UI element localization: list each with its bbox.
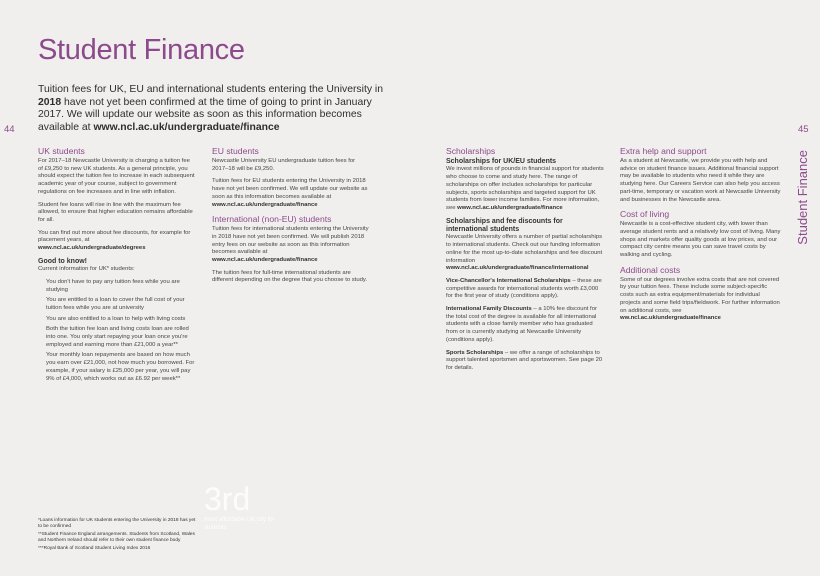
good-to-know-heading: Good to know! xyxy=(38,257,87,265)
degrees-link[interactable]: www.ncl.ac.uk/undergraduate/degrees xyxy=(38,245,146,252)
international-scholarships-text: Newcastle University offers a number of partial scholarships to international students. Check out our funding information online for the most up-to-date scholarships and fee discount information xyxy=(446,234,603,264)
list-item: You don't have to pay any tuition fees while you are studying xyxy=(46,278,180,293)
vc-scholarships-text: – these are competitive awards for international students worth £3,000 for the first year of study (conditions apply). xyxy=(446,277,602,300)
watermark-rank: 3rd xyxy=(204,481,251,517)
column-scholarships xyxy=(446,146,606,378)
eu-finance-link[interactable]: www.ncl.ac.uk/undergraduate/finance xyxy=(212,201,318,208)
extra-help-paragraph: As a student at Newcastle, we provide you with help and advice on student finance issues. Additional financial support may be available to students who need it while they are studying here. Our Careers Service can also help you access part-time, temporary or vacation work at Newcastle University and businesses in the Newcastle area. xyxy=(620,158,781,203)
eu-future-fees-text: Tuition fees for EU students entering the University in 2018 have not yet been confirmed. We will update our website as soon as this information becomes available at xyxy=(212,178,368,200)
list-item: Your monthly loan repayments are based on how much you earn over £21,000, not how much you borrowed. For example, if your salary is £25,000 per year, you will pay 9% of £4,000, which works out as £6.92 per week** xyxy=(46,352,195,382)
uk-eu-scholarships-paragraph xyxy=(446,166,606,212)
eu-fee-paragraph: Newcastle University EU undergraduate tuition fees for 2017–18 will be £9,250. xyxy=(212,158,356,172)
footnote: **Student Finance England arrangements. Students from Scotland, Wales and Northern Ireland should refer to their own student finance body xyxy=(38,532,195,543)
uk-eu-scholarships-text: We invest millions of pounds in financial support for students who choose to come and study here. The range of scholarships on offer includes scholarships for particular subjects, sports scholarships and targeted support for UK students from lower income families. For more information, see xyxy=(446,166,604,211)
page-number-left: 44 xyxy=(4,124,15,135)
column-support xyxy=(620,146,782,328)
fee-loans-paragraph: Student fee loans will rise in line with the maximum fee allowed, to ensure that higher education remains affordable for all. xyxy=(38,201,193,223)
intro-year: 2018 xyxy=(38,96,62,108)
additional-costs-paragraph xyxy=(620,277,782,323)
fulltime-fees-paragraph: The tuition fees for full-time international students are different depending on the degree that you choose to study. xyxy=(212,269,368,284)
international-scholarships-subheading: Scholarships and fee discounts for international students xyxy=(446,217,563,234)
footnotes xyxy=(38,518,198,554)
affordable-city-watermark xyxy=(204,482,284,532)
page-title: Student Finance xyxy=(38,34,245,66)
eu-future-fees-paragraph xyxy=(212,178,372,209)
eu-students-heading: EU students xyxy=(212,146,259,156)
family-discounts-text: – a 10% fee discount for the total cost of the degree is available for all international students with a close family member who has graduated from or is currently studying at Newcastle University (conditions apply). xyxy=(446,306,597,343)
family-discounts-title: International Family Discounts xyxy=(446,306,532,313)
cost-of-living-paragraph: Newcastle is a cost-effective student city, with lower than average student rents and a relatively low cost of living. Many shops and markets offer quality goods at low prices, and our compact city centre means you can save travel costs by walking and cycling. xyxy=(620,221,781,259)
additional-costs-text: Some of our degrees involve extra costs that are not covered by your tuition fees. These include some subject-specific costs such as extra equipment/materials for individual projects and some field trips/fieldwork. For further information on additional costs, see xyxy=(620,276,780,314)
watermark-caption: most affordable UK city for students xyxy=(204,517,275,531)
uk-eu-scholarships-subheading: Scholarships for UK/EU students xyxy=(446,158,557,165)
list-item: Both the tuition fee loan and living costs loan are rolled into one. You only start repaying your loan once you're employed and earning more than £21,000 a year** xyxy=(46,326,189,348)
intro-text-a: Tuition fees for UK, EU and international students entering the University in xyxy=(38,84,383,95)
list-item: You are entitled to a loan to cover the full cost of your tuition fees while you are at university xyxy=(46,297,185,311)
additional-costs-heading: Additional costs xyxy=(620,264,681,275)
additional-costs-link[interactable]: ww.ncl.ac.uk/undergraduate/finance xyxy=(620,315,721,322)
uk-fee-paragraph: For 2017–18 Newcastle University is charging a tuition fee of £9,250 to new UK students. As a general principle, you should expect the tuition fee to increase in each subsequent academic year of your course, subject to government regulations on fee increases and in line with inflation. xyxy=(38,158,195,195)
intro-text-b: have not yet been confirmed at the time of going to print in January 2017. We will update our website as soon as this information becomes available at xyxy=(38,96,372,133)
fee-discounts-text: You can find out more about fee discounts, for example for placement years, at xyxy=(38,229,191,244)
extra-help-heading: Extra help and support xyxy=(620,146,707,156)
family-discounts-paragraph xyxy=(446,306,606,345)
international-fees-paragraph xyxy=(212,226,372,265)
footnote: *Loans information for UK students entering the University in 2018 has yet to be confirmed xyxy=(38,518,196,529)
column-eu-students xyxy=(212,146,372,290)
intro-paragraph xyxy=(38,84,383,134)
fee-discounts-paragraph xyxy=(38,230,196,253)
vc-scholarships-paragraph xyxy=(446,278,606,301)
sports-scholarships-paragraph xyxy=(446,350,606,373)
scholarships-finance-link[interactable]: www.ncl.ac.uk/undergraduate/finance xyxy=(457,204,563,211)
international-scholarships-paragraph xyxy=(446,234,606,273)
column-uk-students xyxy=(38,146,196,386)
cost-of-living-heading: Cost of living xyxy=(620,209,670,220)
vc-scholarships-title: Vice-Chancellor's International Scholarships xyxy=(446,277,571,284)
international-scholarships-link[interactable]: www.ncl.ac.uk/undergraduate/finance/international xyxy=(446,265,589,272)
international-students-heading: International (non-EU) students xyxy=(212,214,332,225)
scholarships-heading: Scholarships xyxy=(446,146,496,156)
list-item: You are also entitled to a loan to help with living costs xyxy=(46,315,186,322)
good-to-know-intro: Current information for UK* students: xyxy=(38,266,135,273)
international-finance-link[interactable]: www.ncl.ac.uk/undergraduate/finance xyxy=(212,257,318,264)
page-number-right: 45 xyxy=(798,124,809,135)
side-section-label: Student Finance xyxy=(795,150,810,245)
intro-url-link[interactable]: www.ncl.ac.uk/undergraduate/finance xyxy=(93,121,280,133)
uk-students-heading: UK students xyxy=(38,146,85,156)
sports-scholarships-title: Sports Scholarships xyxy=(446,349,504,356)
international-fees-text: Tuition fees for international students entering the University in 2018 have not yet been confirmed. We will publish 2018 entry fees on our website as soon as this information becomes available at xyxy=(212,226,369,256)
sports-scholarships-text: – we offer a range of scholarships to support talented sportsmen and sportswomen. See page 20 for details. xyxy=(446,349,603,371)
footnote: ***Royal Bank of Scotland Student Living Index 2016 xyxy=(38,546,151,551)
